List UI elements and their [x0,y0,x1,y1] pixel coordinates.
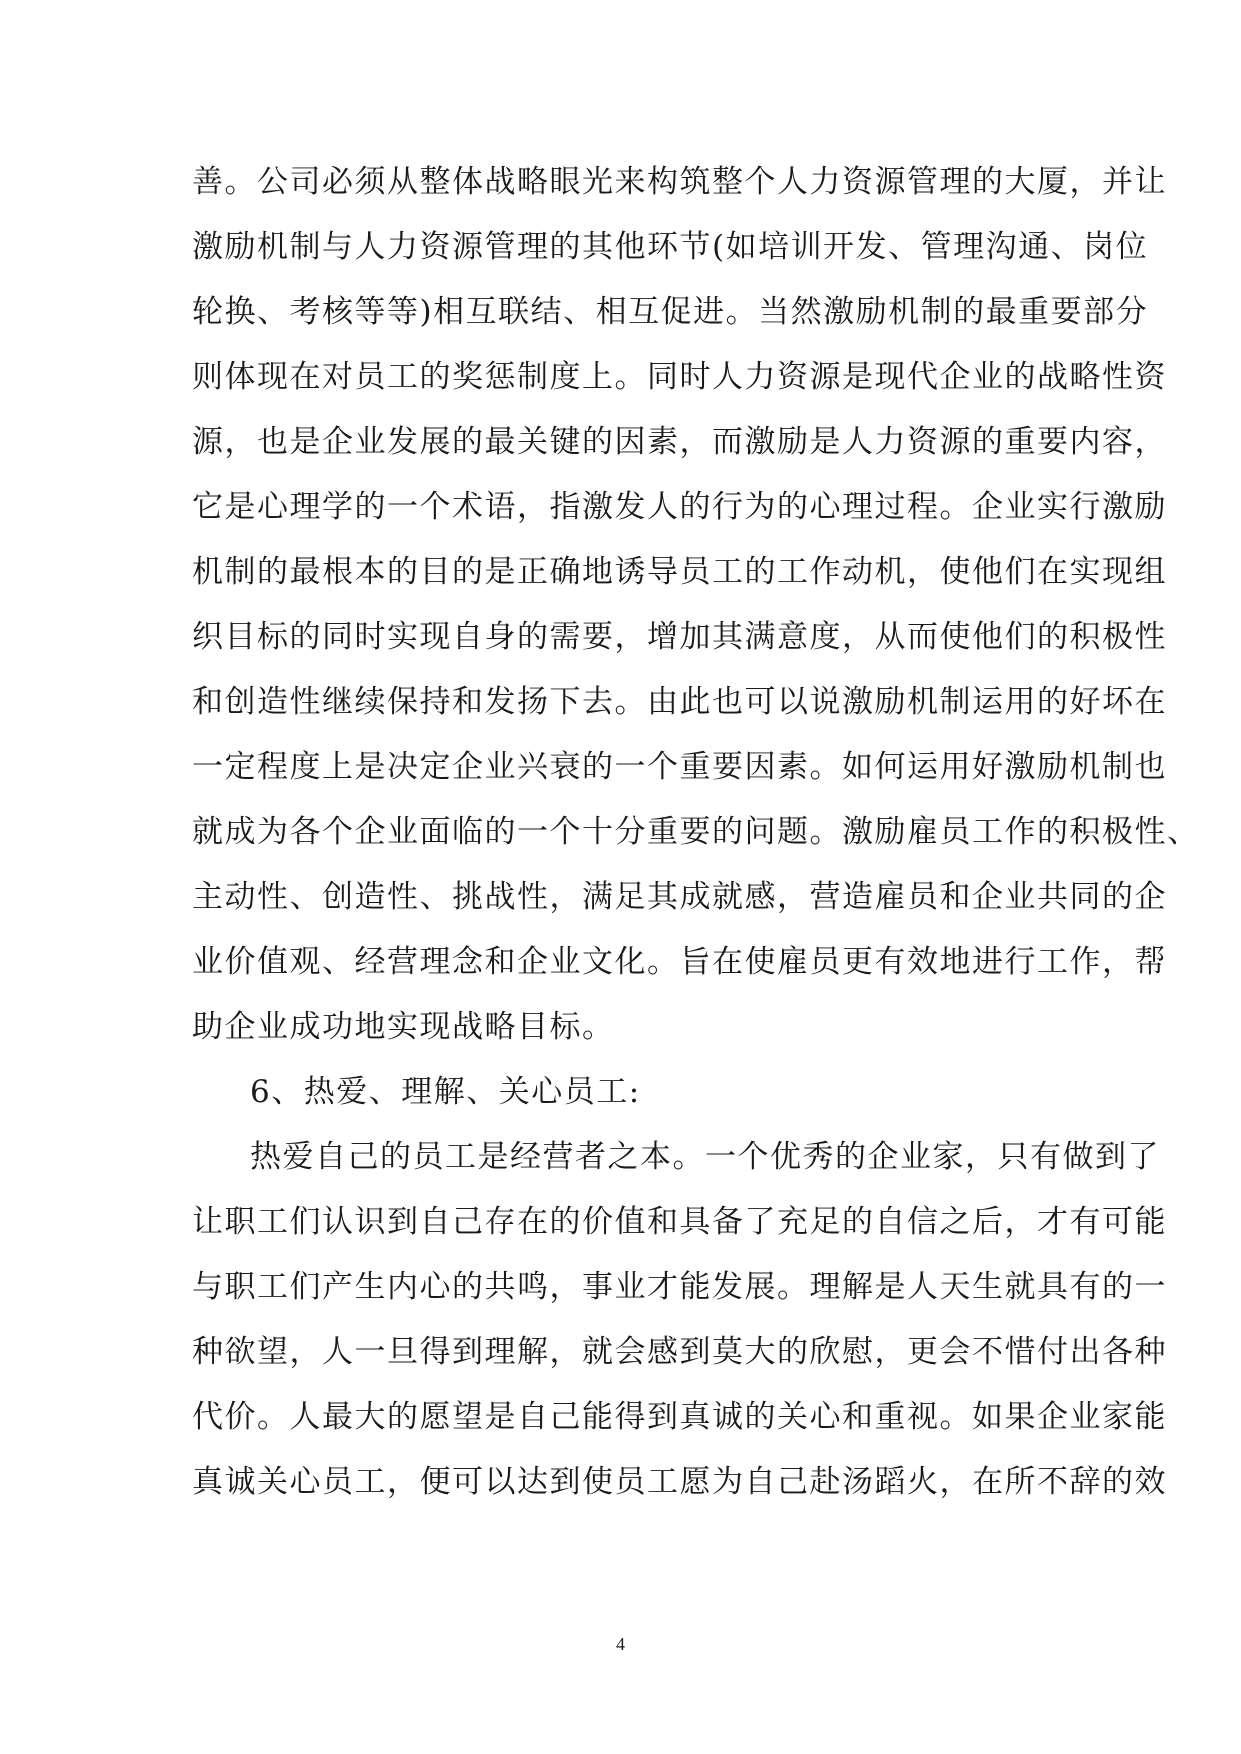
text-line: 轮换、考核等等)相互联结、相互促进。当然激励机制的最重要部分 [192,294,1149,330]
text-line: 业价值观、经营理念和企业文化。旨在使雇员更有效地进行工作，帮 [192,944,1167,980]
text-line: 代价。人最大的愿望是自己能得到真诚的关心和重视。如果企业家能 [192,1399,1167,1435]
text-line: 一定程度上是决定企业兴衰的一个重要因素。如何运用好激励机制也 [192,749,1167,785]
text-line: 激励机制与人力资源管理的其他环节(如培训开发、管理沟通、岗位 [192,229,1149,265]
text-line: 热爱自己的员工是经营者之本。一个优秀的企业家，只有做到了 [250,1139,1160,1175]
body-text [192,158,1200,1523]
section-heading: 6、热爱、理解、关心员工: [250,1074,641,1110]
text-line: 与职工们产生内心的共鸣，事业才能发展。理解是人天生就具有的一 [192,1269,1167,1305]
text-line: 源，也是企业发展的最关键的因素，而激励是人力资源的重要内容， [192,424,1167,460]
text-line: 它是心理学的一个术语，指激发人的行为的心理过程。企业实行激励 [192,489,1167,525]
text-line: 让职工们认识到自己存在的价值和具备了充足的自信之后，才有可能 [192,1204,1167,1240]
text-line: 就成为各个企业面临的一个十分重要的问题。激励雇员工作的积极性、 [192,814,1200,850]
text-line: 种欲望，人一旦得到理解，就会感到莫大的欣慰，更会不惜付出各种 [192,1334,1167,1370]
text-line: 和创造性继续保持和发扬下去。由此也可以说激励机制运用的好坏在 [192,684,1167,720]
text-line: 主动性、创造性、挑战性，满足其成就感，营造雇员和企业共同的企 [192,879,1167,915]
page-number: 4 [616,1634,625,1654]
text-line: 真诚关心员工，便可以达到使员工愿为自己赴汤蹈火，在所不辞的效 [192,1464,1167,1500]
text-line: 织目标的同时实现自身的需要，增加其满意度，从而使他们的积极性 [192,619,1167,655]
text-line: 助企业成功地实现战略目标。 [192,1009,615,1045]
text-line: 机制的最根本的目的是正确地诱导员工的工作动机，使他们在实现组 [192,554,1167,590]
text-line: 善。公司必须从整体战略眼光来构筑整个人力资源管理的大厦，并让 [192,164,1167,200]
text-line: 则体现在对员工的奖惩制度上。同时人力资源是现代企业的战略性资 [192,359,1167,395]
